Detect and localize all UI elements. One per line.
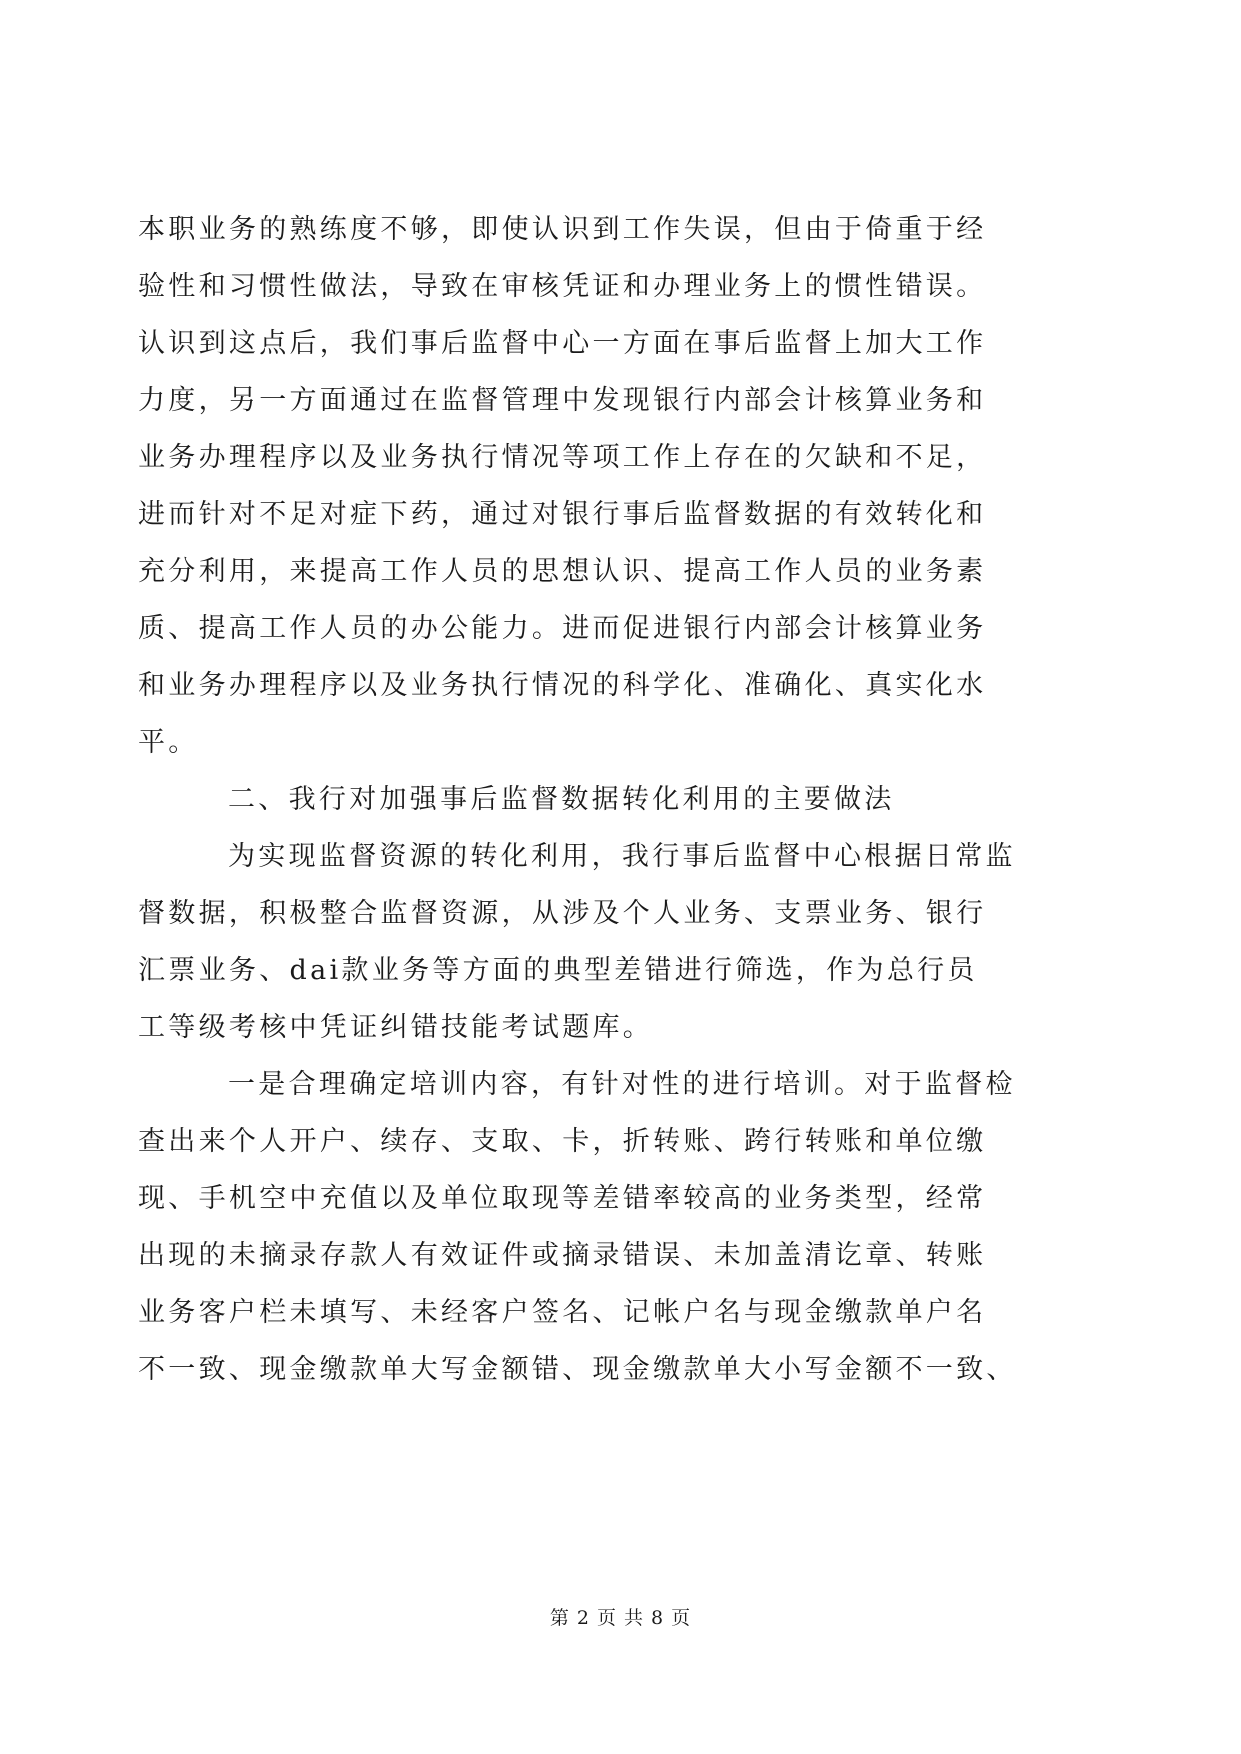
page-number-footer: 第 2 页 共 8 页 [549, 1607, 692, 1629]
body-line: 工等级考核中凭证纠错技能考试题库。 [138, 1012, 654, 1043]
body-line: 汇票业务、dai款业务等方面的典型差错进行筛选，作为总行员 [138, 955, 978, 986]
body-line: 业务客户栏未填写、未经客户签名、记帐户名与现金缴款单户名 [138, 1297, 987, 1328]
body-line: 平。 [138, 727, 199, 758]
body-line: 现、手机空中充值以及单位取现等差错率较高的业务类型，经常 [138, 1183, 987, 1214]
body-line: 不一致、现金缴款单大写金额错、现金缴款单大小写金额不一致、 [138, 1354, 1017, 1385]
body-line: 查出来个人开户、续存、支取、卡，折转账、跨行转账和单位缴 [138, 1126, 987, 1157]
body-line: 一是合理确定培训内容，有针对性的进行培训。对于监督检 [228, 1069, 1016, 1100]
body-line: 本职业务的熟练度不够，即使认识到工作失误，但由于倚重于经 [138, 214, 987, 245]
body-line: 为实现监督资源的转化利用，我行事后监督中心根据日常监 [228, 841, 1016, 872]
body-line: 认识到这点后，我们事后监督中心一方面在事后监督上加大工作 [138, 328, 987, 359]
section-heading: 二、我行对加强事后监督数据转化利用的主要做法 [228, 784, 895, 815]
body-line: 力度，另一方面通过在监督管理中发现银行内部会计核算业务和 [138, 385, 987, 416]
body-line: 充分利用，来提高工作人员的思想认识、提高工作人员的业务素 [138, 556, 987, 587]
body-line: 验性和习惯性做法，导致在审核凭证和办理业务上的惯性错误。 [138, 271, 987, 302]
body-line: 督数据，积极整合监督资源，从涉及个人业务、支票业务、银行 [138, 898, 987, 929]
body-line: 业务办理程序以及业务执行情况等项工作上存在的欠缺和不足， [138, 442, 987, 473]
body-line: 和业务办理程序以及业务执行情况的科学化、准确化、真实化水 [138, 670, 987, 701]
body-line: 质、提高工作人员的办公能力。进而促进银行内部会计核算业务 [138, 613, 987, 644]
body-line: 进而针对不足对症下药，通过对银行事后监督数据的有效转化和 [138, 499, 987, 530]
body-line: 出现的未摘录存款人有效证件或摘录错误、未加盖清讫章、转账 [138, 1240, 987, 1271]
